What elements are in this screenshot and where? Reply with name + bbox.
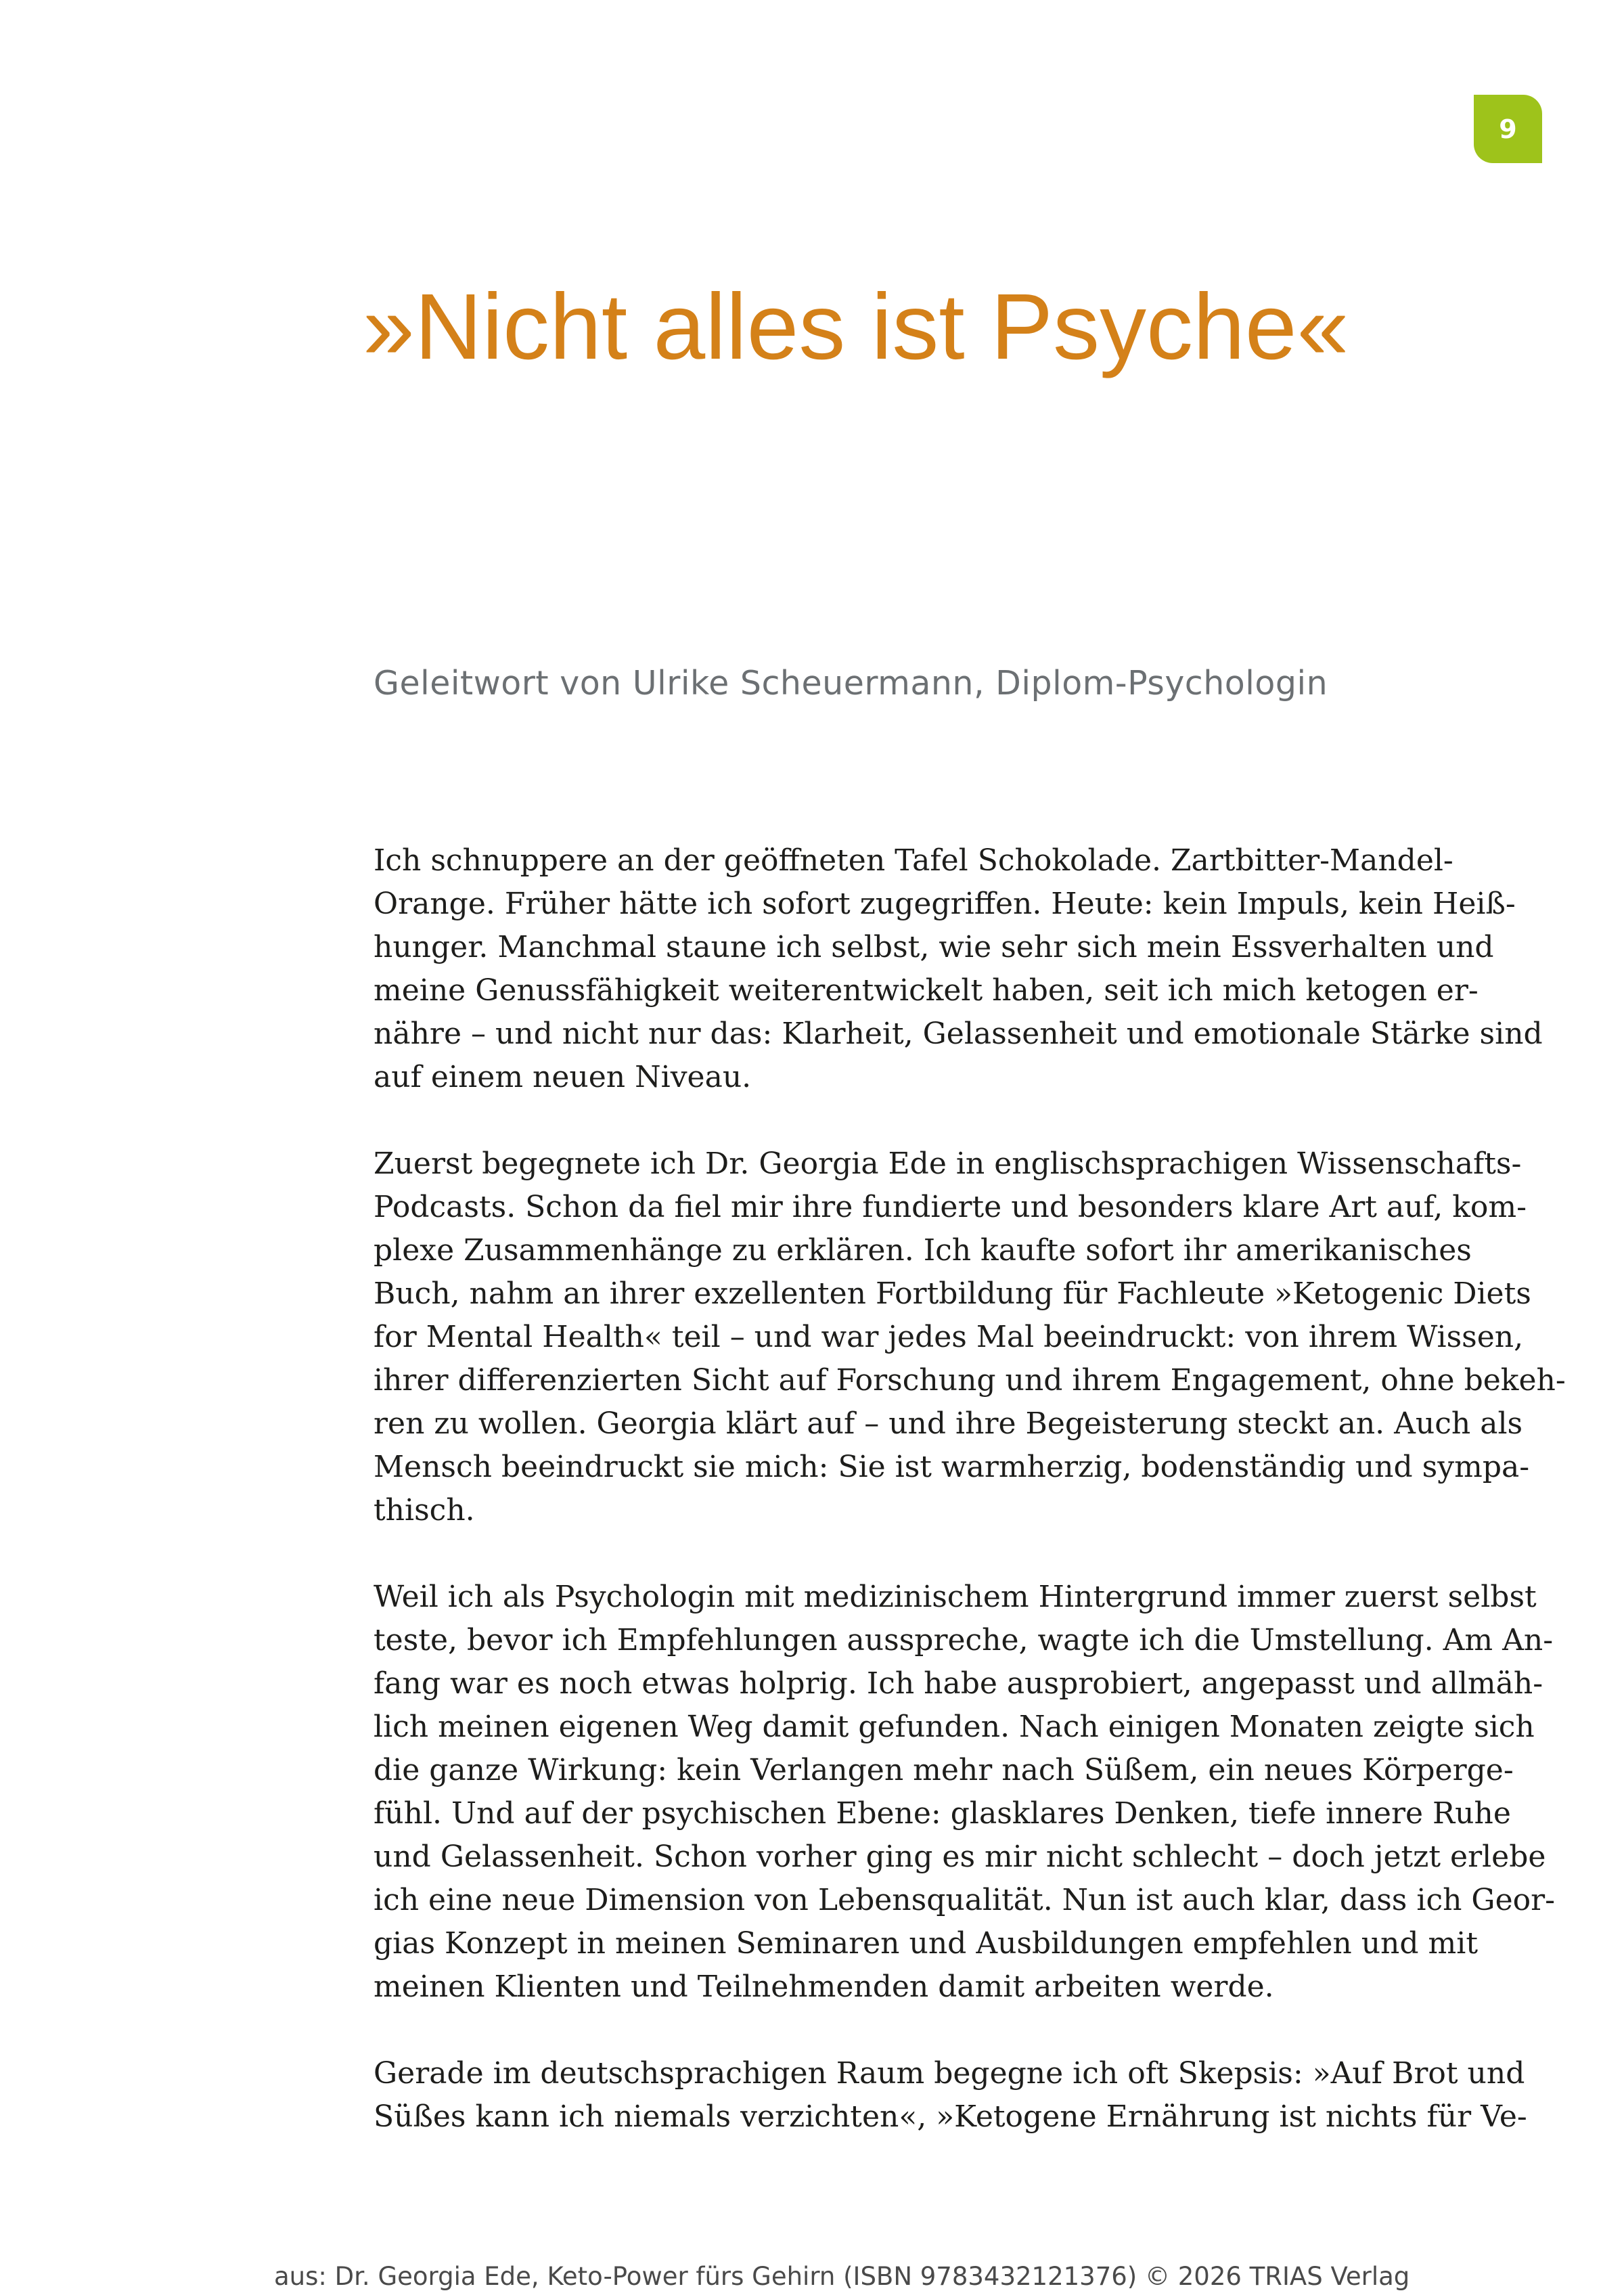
text-line: gias Konzept in meinen Seminaren und Ausbildungen empfehlen und mit [374, 1926, 1479, 1961]
paragraph-2 [374, 1142, 1566, 1532]
page-number-badge [1474, 95, 1542, 163]
text-line: ich eine neue Dimension von Lebensqualität. Nun ist auch klar, dass ich Geor- [374, 1883, 1555, 1917]
text-line: Weil ich als Psychologin mit medizinischem Hintergrund immer zuerst selbst [374, 1580, 1537, 1614]
text-line: Orange. Früher hätte ich sofort zugegriffen. Heute: kein Impuls, kein Heiß- [374, 887, 1516, 921]
chapter-title: »Nicht alles ist Psyche« [363, 275, 1349, 379]
text-line: lich meinen eigenen Weg damit gefunden. Nach einigen Monaten zeigte sich [374, 1710, 1535, 1744]
paragraph-3 [374, 1576, 1555, 2009]
page-number: 9 [1499, 114, 1517, 144]
text-line: fang war es noch etwas holprig. Ich habe ausprobiert, angepasst und allmäh- [374, 1666, 1543, 1701]
text-line: Süßes kann ich niemals verzichten«, »Ketogene Ernährung ist nichts für Ve- [374, 2099, 1527, 2134]
chapter-subtitle: Geleitwort von Ulrike Scheuermann, Diplom-Psychologin [374, 664, 1328, 703]
text-line: Ich schnuppere an der geöffneten Tafel Schokolade. Zartbitter-Mandel- [374, 843, 1453, 878]
text-line: meine Genussfähigkeit weiterentwickelt haben, seit ich mich ketogen er- [374, 973, 1479, 1008]
text-line: Mensch beeindruckt sie mich: Sie ist warmherzig, bodenständig und sympa- [374, 1450, 1530, 1484]
source-footer: aus: Dr. Georgia Ede, Keto-Power fürs Gehirn (ISBN 9783432121376) © 2026 TRIAS Verlag [274, 2262, 1410, 2291]
text-line: Gerade im deutschsprachigen Raum begegne ich oft Skepsis: »Auf Brot und [374, 2056, 1525, 2091]
body-text [374, 839, 1566, 2182]
text-line: for Mental Health« teil – und war jedes Mal beeindruckt: von ihrem Wissen, [374, 1320, 1524, 1354]
paragraph-1 [374, 839, 1543, 1099]
text-line: ren zu wollen. Georgia klärt auf – und ihre Begeisterung steckt an. Auch als [374, 1406, 1523, 1441]
text-line: thisch. [374, 1493, 475, 1528]
text-line: die ganze Wirkung: kein Verlangen mehr nach Süßem, ein neues Körperge- [374, 1753, 1514, 1787]
text-line: plexe Zusammenhänge zu erklären. Ich kaufte sofort ihr amerikanisches [374, 1233, 1472, 1268]
paragraph-4 [374, 2052, 1527, 2139]
text-line: meinen Klienten und Teilnehmenden damit arbeiten werde. [374, 1969, 1274, 2004]
text-line: Zuerst begegnete ich Dr. Georgia Ede in englischsprachigen Wissenschafts- [374, 1146, 1522, 1181]
text-line: nähre – und nicht nur das: Klarheit, Gelassenheit und emotionale Stärke sind [374, 1017, 1543, 1051]
text-line: Podcasts. Schon da fiel mir ihre fundierte und besonders klare Art auf, kom- [374, 1190, 1527, 1224]
text-line: teste, bevor ich Empfehlungen ausspreche, wagte ich die Umstellung. Am An- [374, 1623, 1554, 1657]
text-line: hunger. Manchmal staune ich selbst, wie sehr sich mein Essverhalten und [374, 930, 1494, 964]
text-line: und Gelassenheit. Schon vorher ging es mir nicht schlecht – doch jetzt erlebe [374, 1840, 1546, 1874]
text-line: ihrer differenzierten Sicht auf Forschung und ihrem Engagement, ohne bekeh- [374, 1363, 1566, 1398]
text-line: Buch, nahm an ihrer exzellenten Fortbildung für Fachleute »Ketogenic Diets [374, 1276, 1531, 1311]
text-line: fühl. Und auf der psychischen Ebene: glasklares Denken, tiefe innere Ruhe [374, 1796, 1511, 1831]
text-line: auf einem neuen Niveau. [374, 1060, 752, 1094]
